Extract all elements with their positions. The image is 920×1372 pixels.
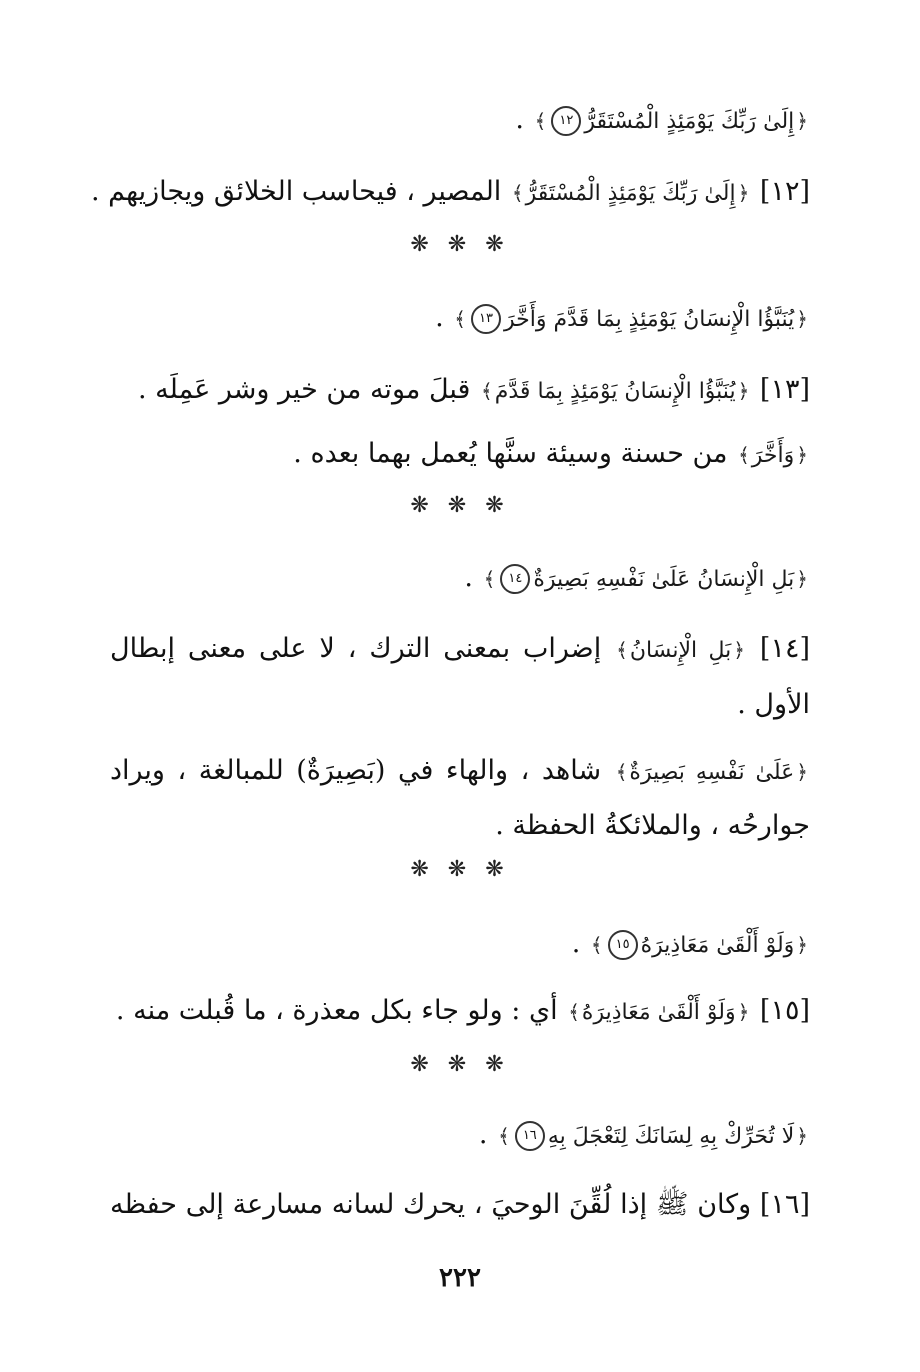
text-line-t13a — [138, 368, 810, 412]
close-bracket-ornament: ﴾ — [590, 933, 603, 957]
text-line-v16 — [479, 1113, 810, 1157]
quran-verse: بَلِ الْإِنسَانُ — [629, 638, 732, 663]
ayah-number-marker: ١٥ — [608, 930, 638, 960]
close-bracket-ornament: ﴾ — [616, 638, 628, 662]
text-line-t14a — [110, 627, 810, 671]
commentary-text: . — [571, 928, 581, 959]
quran-verse: يُنَبَّؤُا الْإِنسَانُ يَوْمَئِذٍ بِمَا قَدَّمَ وَأَخَّرَ — [504, 307, 795, 332]
ayah-number-marker: ١٣ — [471, 304, 501, 334]
quran-verse: وَلَوْ أَلْقَىٰ مَعَاذِيرَهُ — [581, 1000, 736, 1025]
commentary-text: الأول . — [737, 689, 810, 720]
open-bracket-ornament: ﴿ — [737, 181, 750, 205]
commentary-text: جوارحُه ، والملائكةُ الحفظة . — [495, 810, 810, 841]
text-line-v12 — [515, 98, 810, 142]
section-separator: ❋ ❋ ❋ — [410, 232, 510, 257]
open-bracket-ornament: ﴿ — [796, 307, 808, 331]
text-line-v13 — [435, 296, 810, 340]
close-bracket-ornament: ﴾ — [483, 567, 496, 591]
commentary-text: أي : ولو جاء بكل معذرة ، ما قُبلت منه . — [115, 995, 558, 1026]
open-bracket-ornament: ﴿ — [733, 638, 745, 662]
section-separator: ❋ ❋ ❋ — [410, 857, 510, 882]
commentary-text: . — [435, 302, 444, 333]
verse-reference-number: [١٣] — [759, 374, 810, 405]
section-separator: ❋ ❋ ❋ — [410, 1052, 510, 1077]
quran-verse: عَلَىٰ نَفْسِهِ بَصِيرَةٌ — [629, 760, 795, 785]
close-bracket-ornament: ﴾ — [534, 109, 547, 133]
text-line-v15 — [572, 922, 810, 966]
text-line-t13b — [293, 432, 810, 476]
verse-reference-number: [١٦] — [759, 1189, 810, 1220]
text-line-t14d — [495, 804, 810, 848]
commentary-text: إضراب بمعنى الترك ، لا على معنى إبطال — [110, 633, 602, 664]
close-bracket-ornament: ﴾ — [481, 379, 493, 403]
commentary-text: . — [464, 562, 474, 593]
page-number: ٢٢٢ — [439, 1263, 481, 1293]
text-line-t14b — [737, 683, 810, 727]
close-bracket-ornament: ﴾ — [498, 1124, 510, 1148]
close-bracket-ornament: ﴾ — [738, 443, 750, 467]
ayah-number-marker: ١٢ — [551, 106, 581, 136]
ayah-number-marker: ١٤ — [500, 564, 530, 594]
quran-verse: بَلِ الْإِنسَانُ عَلَىٰ نَفْسِهِ بَصِيرَةٌ — [533, 567, 795, 592]
open-bracket-ornament: ﴿ — [796, 443, 808, 467]
close-bracket-ornament: ﴾ — [511, 181, 524, 205]
commentary-text: المصير ، فيحاسب الخلائق ويجازيهم . — [90, 176, 502, 207]
quran-verse: يُنَبَّؤُا الْإِنسَانُ يَوْمَئِذٍ بِمَا قَدَّمَ — [494, 379, 736, 404]
close-bracket-ornament: ﴾ — [454, 307, 466, 331]
verse-reference-number: [١٥] — [759, 995, 810, 1026]
open-bracket-ornament: ﴿ — [796, 567, 808, 591]
open-bracket-ornament: ﴿ — [796, 760, 808, 784]
quran-verse: إِلَىٰ رَبِّكَ يَوْمَئِذٍ الْمُسْتَقَرُّ — [525, 181, 736, 206]
commentary-text: شاهد ، والهاء في (بَصِيرَةٌ) للمبالغة ، ويراد — [110, 755, 602, 786]
open-bracket-ornament: ﴿ — [796, 109, 808, 133]
text-line-t14c — [110, 749, 810, 793]
commentary-text: . — [515, 104, 525, 135]
verse-reference-number: [١٢] — [759, 176, 810, 207]
quran-verse: وَأَخَّرَ — [751, 443, 795, 468]
quran-verse: إِلَىٰ رَبِّكَ يَوْمَئِذٍ الْمُسْتَقَرُّ — [584, 109, 795, 134]
section-separator: ❋ ❋ ❋ — [410, 493, 510, 518]
commentary-text: من حسنة وسيئة سنَّها يُعمل بهما بعده . — [293, 438, 728, 469]
text-line-t15 — [116, 989, 810, 1033]
quran-verse: وَلَوْ أَلْقَىٰ مَعَاذِيرَهُ — [640, 933, 795, 958]
text-line-t16 — [110, 1183, 810, 1227]
commentary-text: قبلَ موته من خير وشر عَمِلَه . — [138, 374, 471, 405]
close-bracket-ornament: ﴾ — [568, 1000, 580, 1024]
ayah-number-marker: ١٦ — [515, 1121, 545, 1151]
commentary-text: وكان ﷺ إذا لُقِّنَ الوحيَ ، يحرك لسانه مسارعة إلى حفظه — [110, 1189, 752, 1220]
open-bracket-ornament: ﴿ — [796, 933, 808, 957]
open-bracket-ornament: ﴿ — [737, 379, 750, 403]
text-line-t12 — [91, 170, 810, 214]
commentary-text: . — [478, 1119, 488, 1150]
open-bracket-ornament: ﴿ — [796, 1124, 808, 1148]
text-line-v14 — [464, 556, 810, 600]
close-bracket-ornament: ﴾ — [615, 760, 628, 784]
verse-reference-number: [١٤] — [759, 633, 810, 664]
quran-verse: لَا تُحَرِّكْ بِهِ لِسَانَكَ لِتَعْجَلَ بِهِ — [547, 1124, 795, 1149]
open-bracket-ornament: ﴿ — [737, 1000, 750, 1024]
